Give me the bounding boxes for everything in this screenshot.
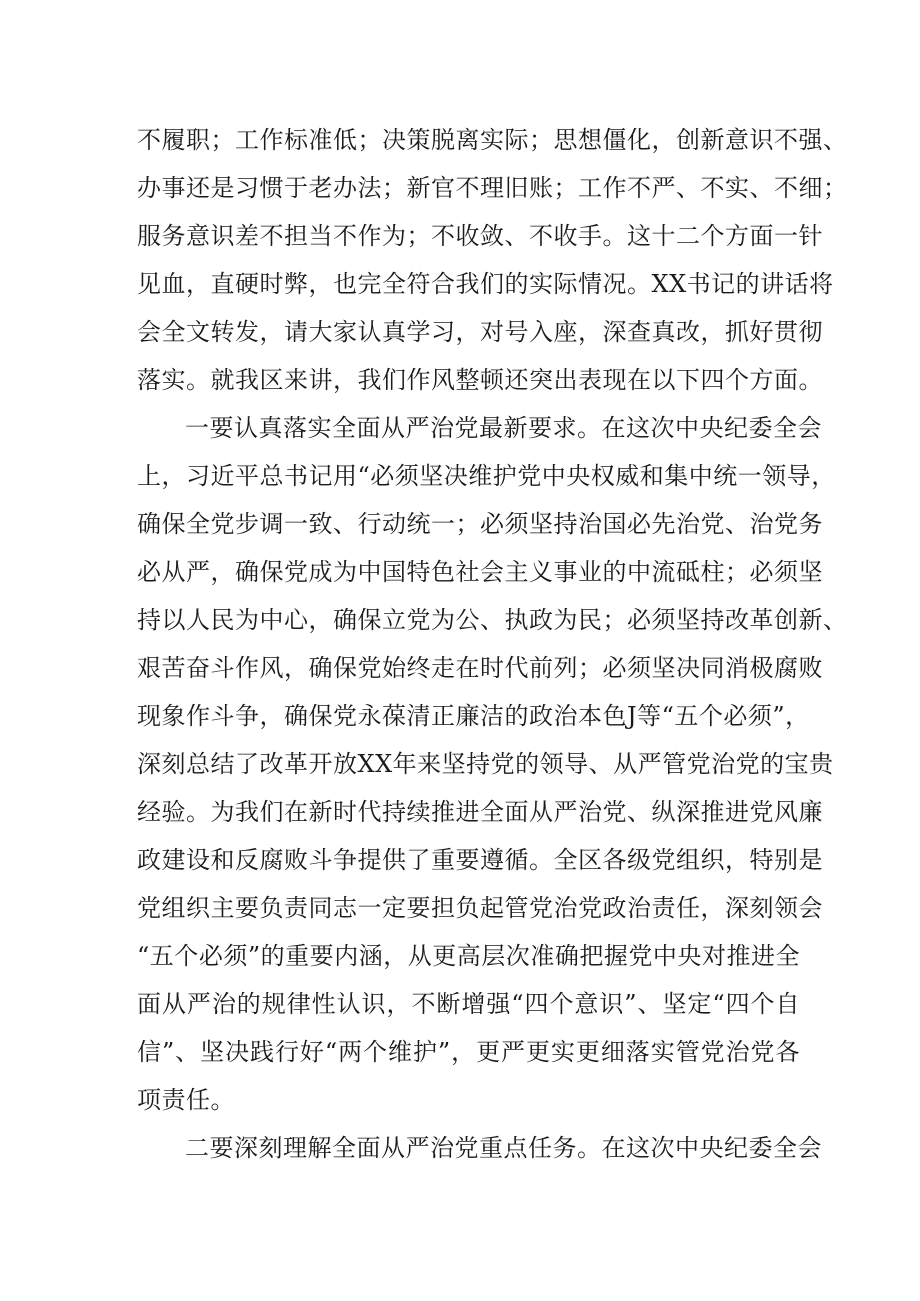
text-line: 党组织主要负责同志一定要担负起管党治党政治责任，深刻领会 <box>137 894 823 922</box>
text-line: 不履职；工作标准低；决策脱离实际；思想僵化，创新意识不强、 <box>137 126 848 154</box>
text-line: 必从严，确保党成为中国特色社会主义事业的中流砥柱；必须坚 <box>137 558 823 586</box>
text-line: 深刻总结了改革开放XX年来坚持党的领导、从严管党治党的宝贵 <box>137 750 834 778</box>
text-line: 现象作斗争，确保党永葆清正廉洁的政治本色J等“五个必须”， <box>137 702 810 730</box>
text-line: 政建设和反腐败斗争提供了重要遵循。全区各级党组织，特别是 <box>137 846 823 874</box>
text-line: 办事还是习惯于老办法；新官不理旧账；工作不严、不实、不细； <box>137 174 848 202</box>
text-line: “五个必须”的重要内涵，从更高层次准确把握党中央对推进全 <box>137 942 800 970</box>
text-line: 服务意识差不担当不作为；不收敛、不收手。这十二个方面一针 <box>137 222 823 250</box>
body-text <box>137 116 848 1172</box>
text-line: 面从严治的规律性认识，不断增强“四个意识”、坚定“四个自 <box>137 990 800 1018</box>
paragraph-first-line: 一要认真落实全面从严治党最新要求。在这次中央纪委全会 <box>185 414 822 442</box>
text-line: 上，习近平总书记用“必须坚决维护党中央权威和集中统一领导， <box>137 462 836 490</box>
text-line: 落实。就我区来讲，我们作风整顿还突出表现在以下四个方面。 <box>137 366 823 394</box>
text-line: 艰苦奋斗作风，确保党始终走在时代前列；必须坚决同消极腐败 <box>137 654 823 682</box>
text-line: 确保全党步调一致、行动统一；必须坚持治国必先治党、治党务 <box>137 510 823 538</box>
text-line: 项责任。 <box>137 1086 235 1114</box>
paragraph-first-line: 二要深刻理解全面从严治党重点任务。在这次中央纪委全会 <box>185 1134 822 1162</box>
text-line: 经验。为我们在新时代持续推进全面从严治党、纵深推进党风廉 <box>137 798 823 826</box>
text-line: 持以人民为中心，确保立党为公、执政为民；必须坚持改革创新、 <box>137 606 848 634</box>
text-line: 会全文转发，请大家认真学习，对号入座，深查真改，抓好贯彻 <box>137 318 823 346</box>
text-line: 信”、坚决践行好“两个维护”，更严更实更细落实管党治党各 <box>137 1038 800 1066</box>
text-line: 见血，直硬时弊，也完全符合我们的实际情况。XX书记的讲话将 <box>137 270 834 298</box>
